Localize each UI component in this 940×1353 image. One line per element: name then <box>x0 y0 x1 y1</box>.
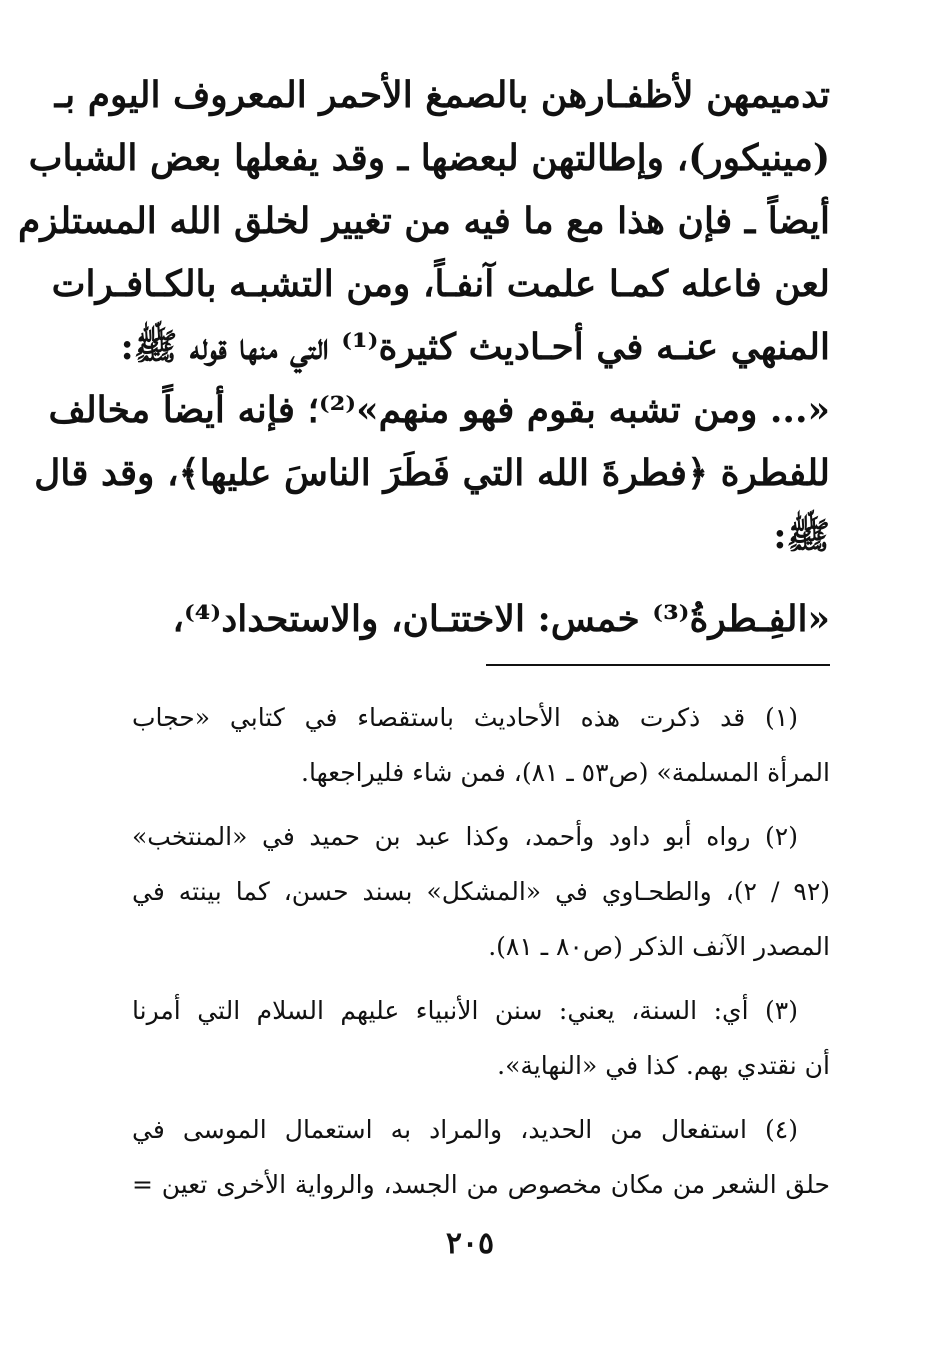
footnote-line: (٤) استفعال من الحديد، والمراد به استعمال الموسى في <box>132 1115 798 1144</box>
main-text-line: أيضاً ـ فإن هذا مع ما فيه من تغيير لخلق الله المستلزم <box>17 200 830 242</box>
main-text-line: «... ومن تشبه بقوم فهو منهم»⁽²⁾؛ فإنه أيضاً مخالف <box>48 389 830 431</box>
footnote-3 <box>132 983 830 1093</box>
footnote-line: المرأة المسلمة» (ص٥٣ ـ ٨١)، فمن شاء فليراجعها. <box>301 758 830 787</box>
footnote-4 <box>132 1102 830 1212</box>
footnote-2 <box>132 809 830 974</box>
main-text-line: (مينيكور)، وإطالتهن لبعضها ـ وقد يفعلها بعض الشباب <box>28 137 830 179</box>
footnote-line: (٢) رواه أبو داود وأحمد، وكذا عبد بن حميد في «المنتخب» <box>132 822 798 851</box>
footnote-line: المصدر الآنف الذكر (ص٨٠ ـ ٨١). <box>488 932 830 961</box>
footnote-1 <box>132 690 830 800</box>
main-text-line: تدميمهن لأظفـارهن بالصمغ الأحمر المعروف اليوم بـ <box>54 74 830 116</box>
footnote-line: حلق الشعر من مكان مخصوص من الجسد، والرواية الأخرى تعين = <box>132 1170 830 1199</box>
footnotes <box>132 690 830 1221</box>
footnote-line: (١) قد ذكرت هذه الأحاديث باستقصاء في كتابي «حجاب <box>132 703 798 732</box>
footnote-line: (٩٢ / ٢)، والطحـاوي في «المشكل» بسند حسن، كما بينته في <box>132 877 831 906</box>
main-text <box>17 64 830 651</box>
footnote-line: أن نقتدي بهم. كذا في «النهاية». <box>497 1051 830 1080</box>
main-text-line: لعن فاعله كمـا علمت آنفـاً، ومن التشبـه بالكـافـرات <box>51 263 830 305</box>
footnote-separator <box>486 664 830 666</box>
main-text-line: للفطرة ﴿فطرةَ الله التي فَطَرَ الناسَ عليها﴾، وقد قال <box>34 452 830 494</box>
page-number: ٢٠٥ <box>445 1226 495 1261</box>
hadith-quote-line: «الفِـطرةُ⁽³⁾ خمس: الاختتـان، والاستحداد⁽⁴⁾، <box>172 598 830 640</box>
main-text-line: ﷺ: <box>773 515 830 557</box>
main-text-line: المنهي عنـه في أحـاديث كثيرة⁽¹⁾ التي منها قوله ﷺ: <box>120 326 830 368</box>
footnote-line: (٣) أي: السنة، يعني: سنن الأنبياء عليهم السلام التي أمرنا <box>132 996 798 1025</box>
